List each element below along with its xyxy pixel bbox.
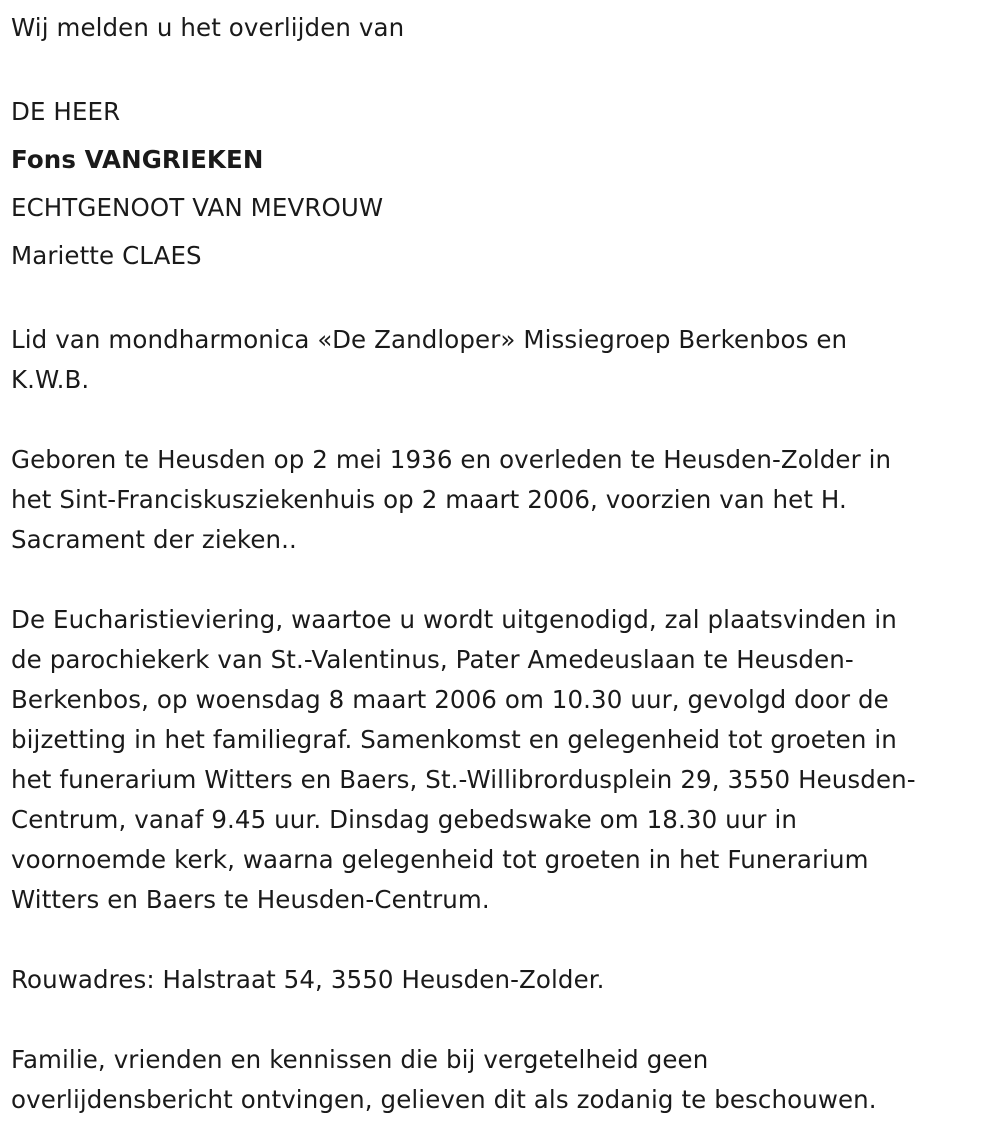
paragraph-line: Sacrament der zieken.. [11, 525, 297, 554]
paragraph-line: Geboren te Heusden op 2 mei 1936 en overleden te Heusden-Zolder in [11, 445, 892, 474]
paragraph-line: K.W.B. [11, 365, 90, 394]
paragraph-line: het Sint-Franciskusziekenhuis op 2 maart 2006, voorzien van het H. [11, 485, 847, 514]
paragraph-line: de parochiekerk van St.-Valentinus, Pater Amedeuslaan te Heusden- [11, 645, 854, 674]
spacer [11, 400, 996, 440]
spacer [11, 560, 996, 600]
obituary-document [11, 8, 996, 1120]
spouse-label: ECHTGENOOT VAN MEVROUW [11, 193, 384, 222]
paragraph-line: De Eucharistieviering, waartoe u wordt uitgenodigd, zal plaatsvinden in [11, 605, 897, 634]
spacer [11, 48, 996, 88]
spacer [11, 1000, 996, 1040]
membership-paragraph [11, 320, 996, 400]
paragraph-line: Witters en Baers te Heusden-Centrum. [11, 885, 490, 914]
birth-death-paragraph [11, 440, 996, 560]
paragraph-line: bijzetting in het familiegraf. Samenkomst en gelegenheid tot groeten in [11, 725, 897, 754]
paragraph-line: voornoemde kerk, waarna gelegenheid tot groeten in het Funerarium [11, 845, 869, 874]
ceremony-paragraph [11, 600, 996, 920]
paragraph-line: Berkenbos, op woensdag 8 maart 2006 om 10.30 uur, gevolgd door de [11, 685, 889, 714]
paragraph-line: Centrum, vanaf 9.45 uur. Dinsdag gebedswake om 18.30 uur in [11, 805, 797, 834]
deceased-name: Fons VANGRIEKEN [11, 145, 264, 174]
paragraph-line: overlijdensbericht ontvingen, gelieven dit als zodanig te beschouwen. [11, 1085, 877, 1114]
paragraph-line: het funerarium Witters en Baers, St.-Willibrordusplein 29, 3550 Heusden- [11, 765, 916, 794]
spacer [11, 920, 996, 960]
intro-line: Wij melden u het overlijden van [11, 13, 405, 42]
spouse-name: Mariette CLAES [11, 241, 202, 270]
address-line: Rouwadres: Halstraat 54, 3550 Heusden-Zolder. [11, 965, 605, 994]
closing-paragraph [11, 1040, 996, 1120]
paragraph-line: Lid van mondharmonica «De Zandloper» Missiegroep Berkenbos en [11, 325, 848, 354]
paragraph-line: Familie, vrienden en kennissen die bij vergetelheid geen [11, 1045, 709, 1074]
title-line: DE HEER [11, 97, 121, 126]
spacer [11, 280, 996, 320]
